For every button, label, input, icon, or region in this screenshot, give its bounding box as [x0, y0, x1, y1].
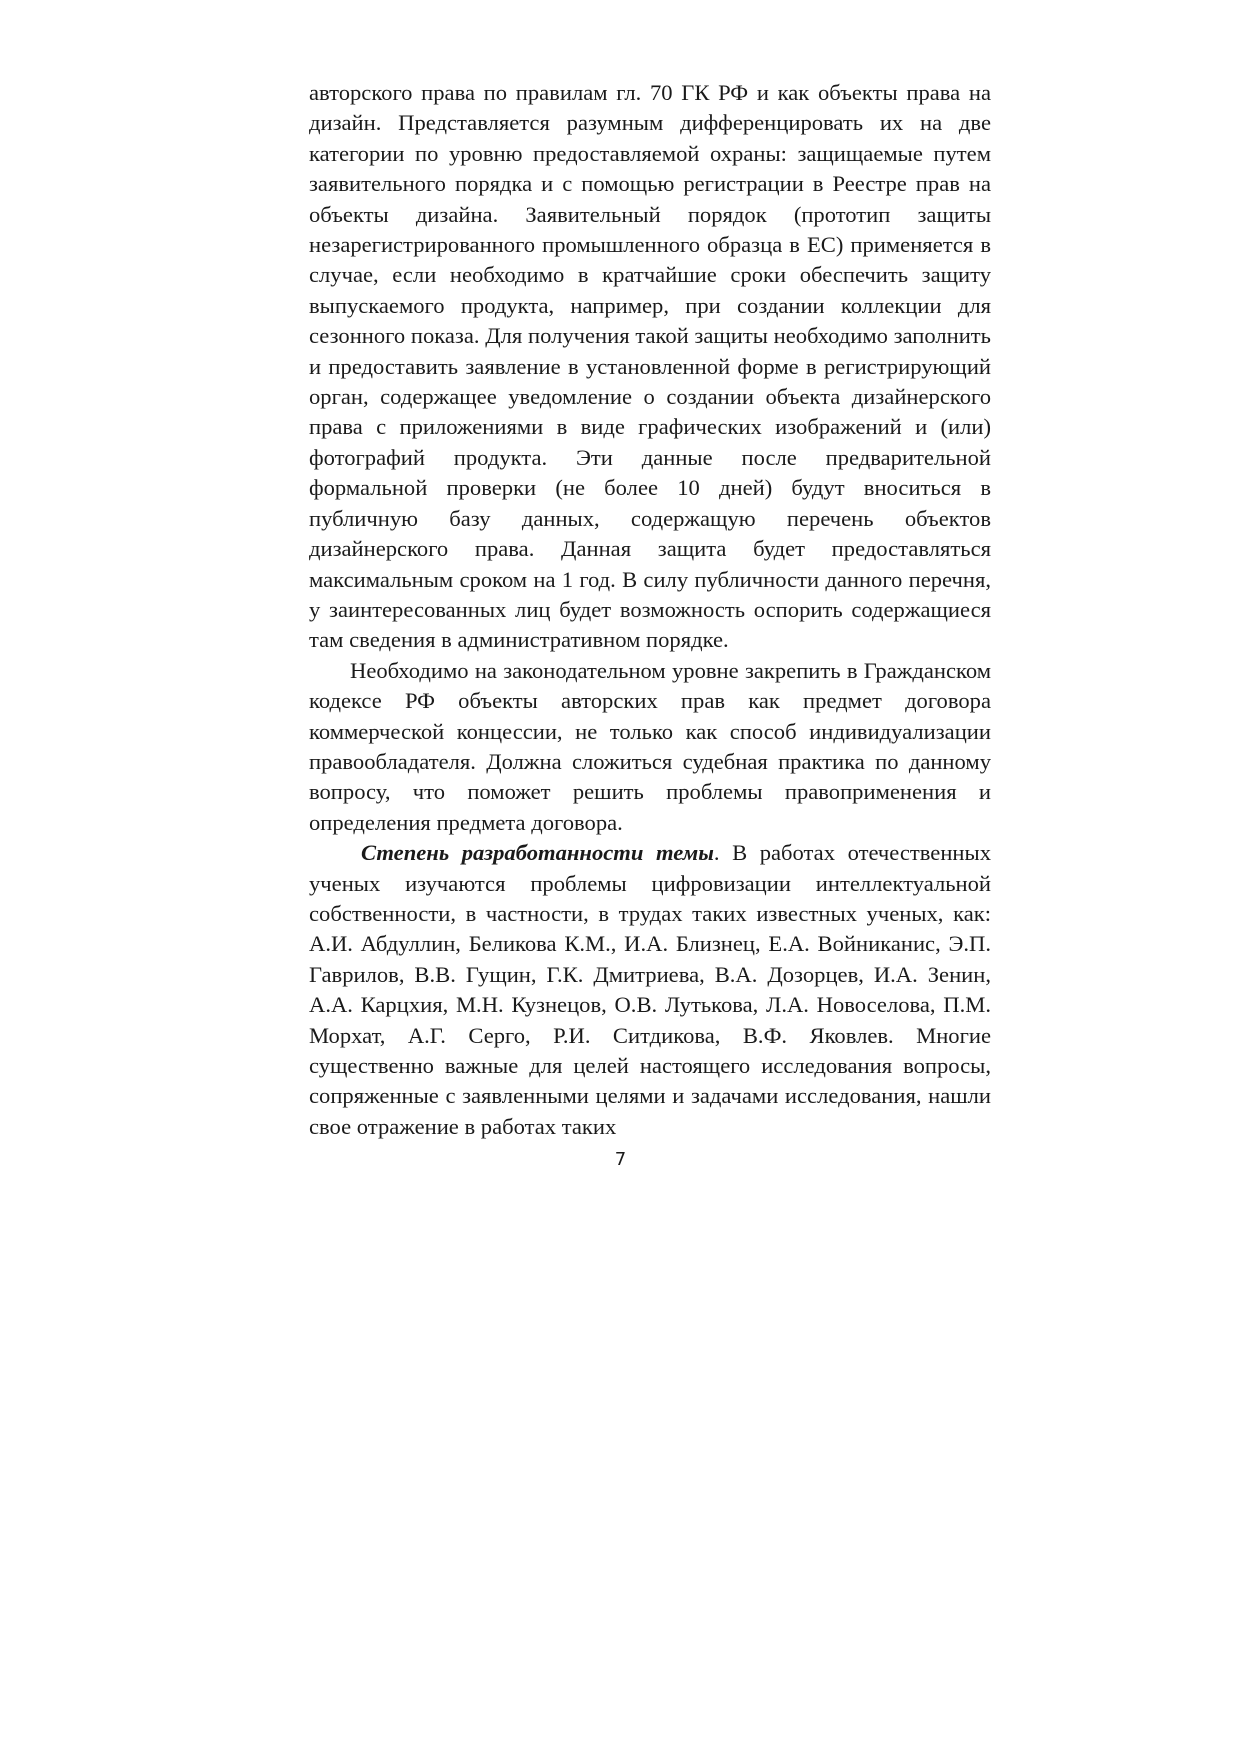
paragraph-commercial-concession: Необходимо на законодательном уровне закрепить в Гражданском кодексе РФ объекты авторских прав как предмет договора коммерческой концессии, не только как способ индивидуализации правообладателя. Должна сложиться судебная практика по данному вопросу, что поможет решить проблемы правоприменения и определения предмета договора. [309, 657, 991, 835]
paragraph-degree-of-development [309, 838, 991, 1142]
paragraph-continuation: авторского права по правилам гл. 70 ГК РФ и как объекты права на дизайн. Представляется разумным дифференцировать их на две категории по уровню предоставляемой охраны: защищаемые путем заявительного порядка и с помощью регистрации в Реестре прав на объекты дизайна. Заявительный порядок (прототип защиты незарегистрированного промышленного образца в ЕС) применяется в случае, если необходимо в кратчайшие сроки обеспечить защиту выпускаемого продукта, например, при создании коллекции для сезонного показа. Для получения такой защиты необходимо заполнить и предоставить заявление в установленной форме в регистрирующий орган, содержащее уведомление о создании объекта дизайнерского права с приложениями в виде графических изображений и (или) фотографий продукта. Эти данные после предварительной формальной проверки (не более 10 дней) будут вноситься в публичную базу данных, содержащую перечень объектов дизайнерского права. Данная защита будет предоставляться максимальным сроком на 1 год. В силу публичности данного перечня, у заинтересованных лиц будет возможность оспорить содержащиеся там сведения в административном порядке. [309, 80, 991, 653]
page-body [309, 78, 991, 1142]
lead-term: Степень разработанности темы [361, 840, 714, 866]
page-number: 7 [614, 1149, 627, 1170]
paragraph-body: . В работах отечественных ученых изучаются проблемы цифровизации интеллектуальной собственности, в частности, в трудах таких известных ученых, как: А.И. Абдуллин, Беликова К.М., И.А. Близнец, Е.А. Войниканис, Э.П. Гаврилов, В.В. Гущин, Г.К. Дмитриева, В.А. Дозорцев, И.А. Зенин, А.А. Карцхия, М.Н. Кузнецов, О.В. Лутькова, Л.А. Новоселова, П.М. Морхат, А.Г. Серго, Р.И. Ситдикова, В.Ф. Яковлев. Многие существенно важные для целей настоящего исследования вопросы, сопряженные с заявленными целями и задачами исследования, нашли свое отражение в работах таких [309, 840, 991, 1139]
